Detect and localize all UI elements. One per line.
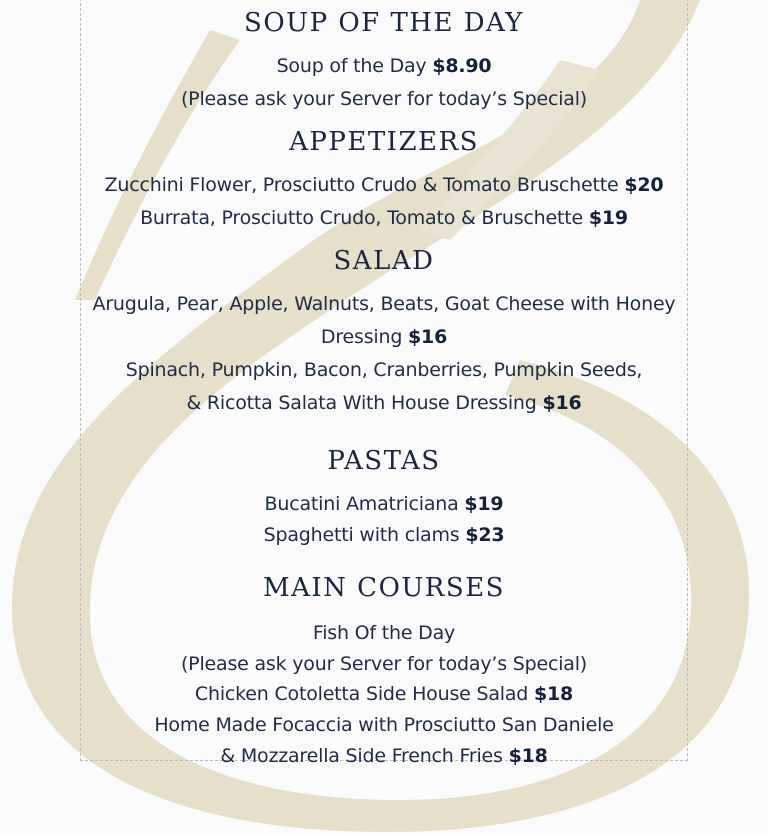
item-name: (Please ask your Server for today’s Special) [180,88,588,110]
item-name: Spinach, Pumpkin, Bacon, Cranberries, Pumpkin Seeds, [125,359,643,381]
item-price: $23 [465,524,505,546]
item-price: $8.90 [432,55,492,77]
item-name: Dressing [320,326,403,348]
menu-item [0,392,768,414]
item-price: $18 [508,745,548,767]
menu-item [0,745,768,767]
menu-item [0,326,768,348]
item-price: $19 [588,207,628,229]
menu-item [0,174,768,196]
menu-item-note [0,88,768,110]
section-title-soup: SOUP OF THE DAY [244,8,524,38]
item-price: $18 [534,683,574,705]
item-name: Soup of the Day [276,55,427,77]
section-title-pastas: PASTAS [327,446,441,476]
menu-item [0,359,768,381]
section-title-main-courses: MAIN COURSES [263,573,505,603]
item-name: Burrata, Prosciutto Crudo, Tomato & Bruschette [140,207,583,229]
menu-item [0,207,768,229]
item-name: Chicken Cotoletta Side House Salad [194,683,529,705]
menu-item [0,683,768,705]
item-name: Bucatini Amatriciana [264,493,465,515]
item-price: $19 [464,493,504,515]
menu-item [0,55,768,77]
item-price: $20 [624,174,664,196]
section-title-salad: SALAD [333,246,435,276]
item-price: $16 [542,392,582,414]
item-name: & Ricotta Salata With House Dressing [186,392,537,414]
item-name: Home Made Focaccia with Prosciutto San Daniele [154,714,614,736]
menu-item-note [0,653,768,675]
item-name: Arugula, Pear, Apple, Walnuts, Beats, Goat Cheese with Honey [92,293,676,315]
menu-item [0,493,768,515]
menu-item [0,524,768,546]
menu-item [0,714,768,736]
section-title-appetizers: APPETIZERS [289,127,479,157]
menu-item [0,293,768,315]
item-price: $16 [408,326,448,348]
item-name: Spaghetti with clams [263,524,466,546]
item-name: Zucchini Flower, Prosciutto Crudo & Tomato Bruschette [104,174,619,196]
item-name: (Please ask your Server for today’s Special) [180,653,588,675]
item-name: & Mozzarella Side French Fries [220,745,503,767]
item-name: Fish Of the Day [312,622,456,644]
menu-item [0,622,768,644]
